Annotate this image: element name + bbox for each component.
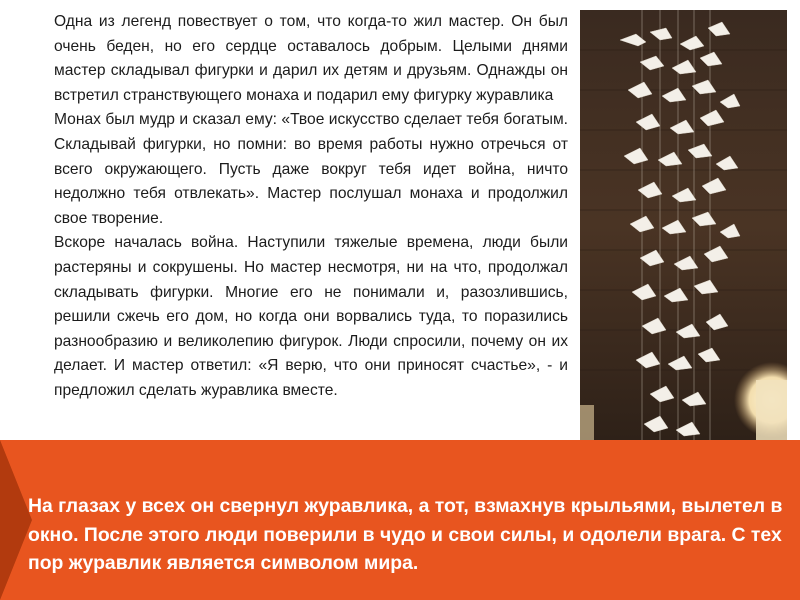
paragraph-1: Одна из легенд повествует о том, что когда-то жил мастер. Он был очень беден, но его сердце оставалось добрым. Целыми днями мастер складывал фигурки и дарил их детям и друзьям. Однажды он встретил странствующего монаха и подарил ему фигурку журавлика: [54, 13, 568, 104]
paragraph-2: Монах был мудр и сказал ему: «Твое искусство сделает тебя богатым. Складывай фигурки, но помни: во время работы нужно отречься от всего окружающего. Пусть даже вокруг тебя идет война, ничто недолжно тебя отвлекать». Мастер послушал монаха и продолжил свое творение.: [54, 111, 568, 227]
banner-text: На глазах у всех он свернул журавлика, а тот, взмахнув крыльями, вылетел в окно. После этого люди поверили в чудо и свои силы, и одолели врага. С тех пор журавлик является символом мира.: [28, 495, 783, 575]
paper-cranes-photo: [580, 10, 787, 440]
paragraph-3: Вскоре началась война. Наступили тяжелые времена, люди были растеряны и сокрушены. Но мастер несмотря, ни на что, продолжал складывать фигурки. Многие его не понимали и, разозлившись, решили сжечь его дом, но когда они ворвались туда, то поразились разнообразию и великолепию фигурок. Люди спросили, почему он их делает. И мастер ответил: «Я верю, что они приносят счастье», - и предложил сделать журавлика вместе.: [54, 234, 568, 399]
legend-text: [54, 10, 568, 404]
bottom-banner: [0, 440, 800, 600]
